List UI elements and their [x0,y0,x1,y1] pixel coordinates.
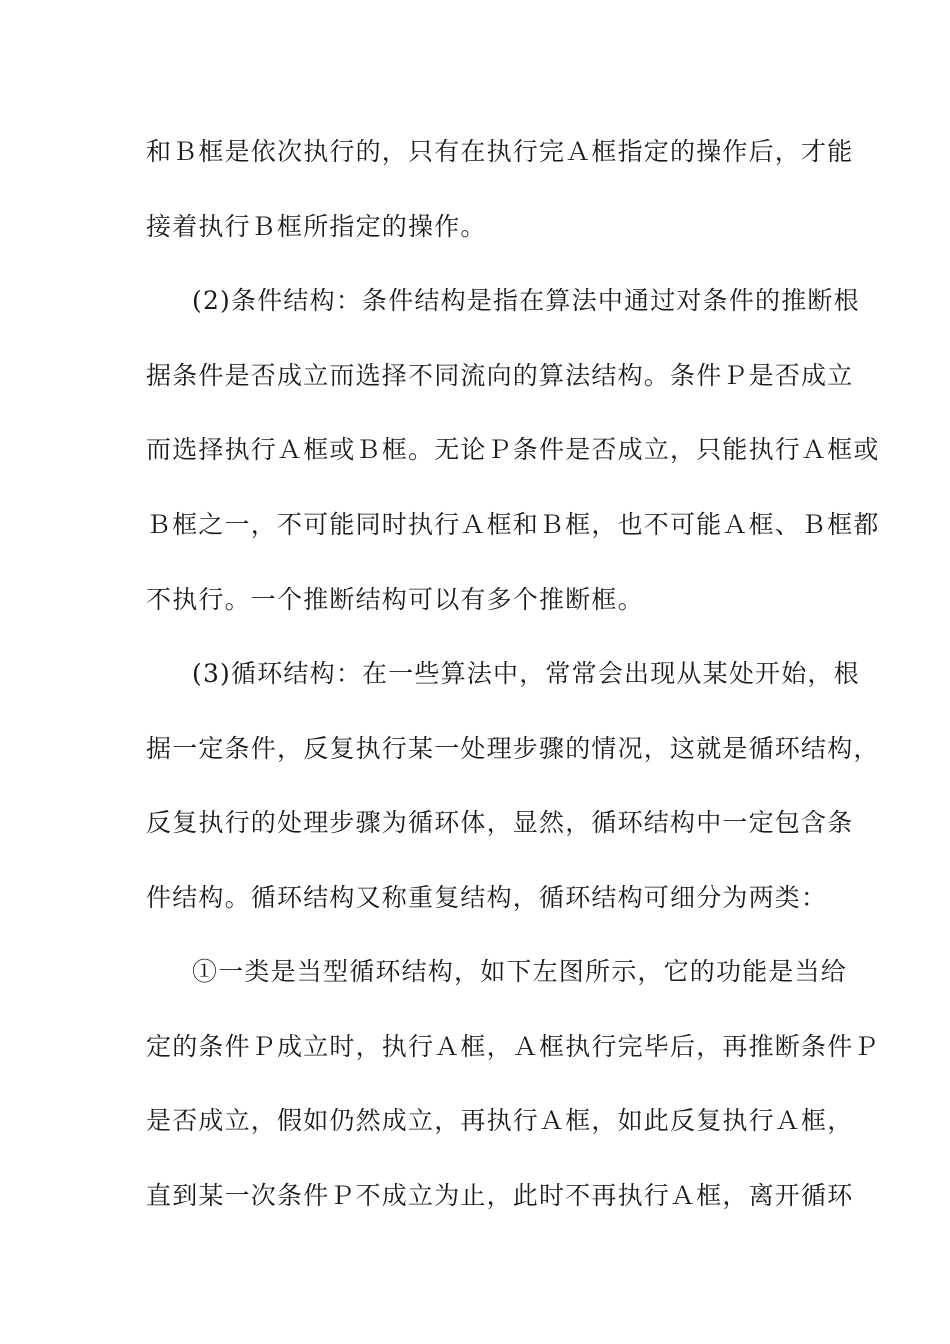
text-line-2: 接着执行Ｂ框所指定的操作。 [146,212,487,241]
paragraph-conditional-structure: (2)条件结构：条件结构是指在算法中通过对条件的推断根 [192,286,860,315]
text-line-4: 据条件是否成立而选择不同流向的算法结构。条件Ｐ是否成立 [146,361,854,390]
text-line-9: 据一定条件，反复执行某一处理步骤的情况，这就是循环结构， [146,734,880,763]
text-line-7: 不执行。一个推断结构可以有多个推断框。 [146,585,644,614]
text-line-15: 直到某一次条件Ｐ不成立为止，此时不再执行Ａ框，离开循环 [146,1181,854,1210]
text-line-11: 件结构。循环结构又称重复结构，循环结构可细分为两类： [146,883,828,912]
text-line-6: Ｂ框之一，不可能同时执行Ａ框和Ｂ框，也不可能Ａ框、Ｂ框都 [146,510,880,539]
text-line-14: 是否成立，假如仍然成立，再执行Ａ框，如此反复执行Ａ框， [146,1106,854,1135]
paragraph-loop-structure: (3)循环结构：在一些算法中，常常会出现从某处开始，根 [192,659,860,688]
text-line-1: 和Ｂ框是依次执行的，只有在执行完Ａ框指定的操作后，才能 [146,137,854,166]
text-line-10: 反复执行的处理步骤为循环体，显然，循环结构中一定包含条 [146,808,854,837]
text-line-5: 而选择执行Ａ框或Ｂ框。无论Ｐ条件是否成立，只能执行Ａ框或 [146,435,880,464]
text-line-13: 定的条件Ｐ成立时，执行Ａ框，Ａ框执行完毕后，再推断条件Ｐ [146,1032,880,1061]
paragraph-while-loop: ①一类是当型循环结构，如下左图所示，它的功能是当给 [192,957,848,986]
